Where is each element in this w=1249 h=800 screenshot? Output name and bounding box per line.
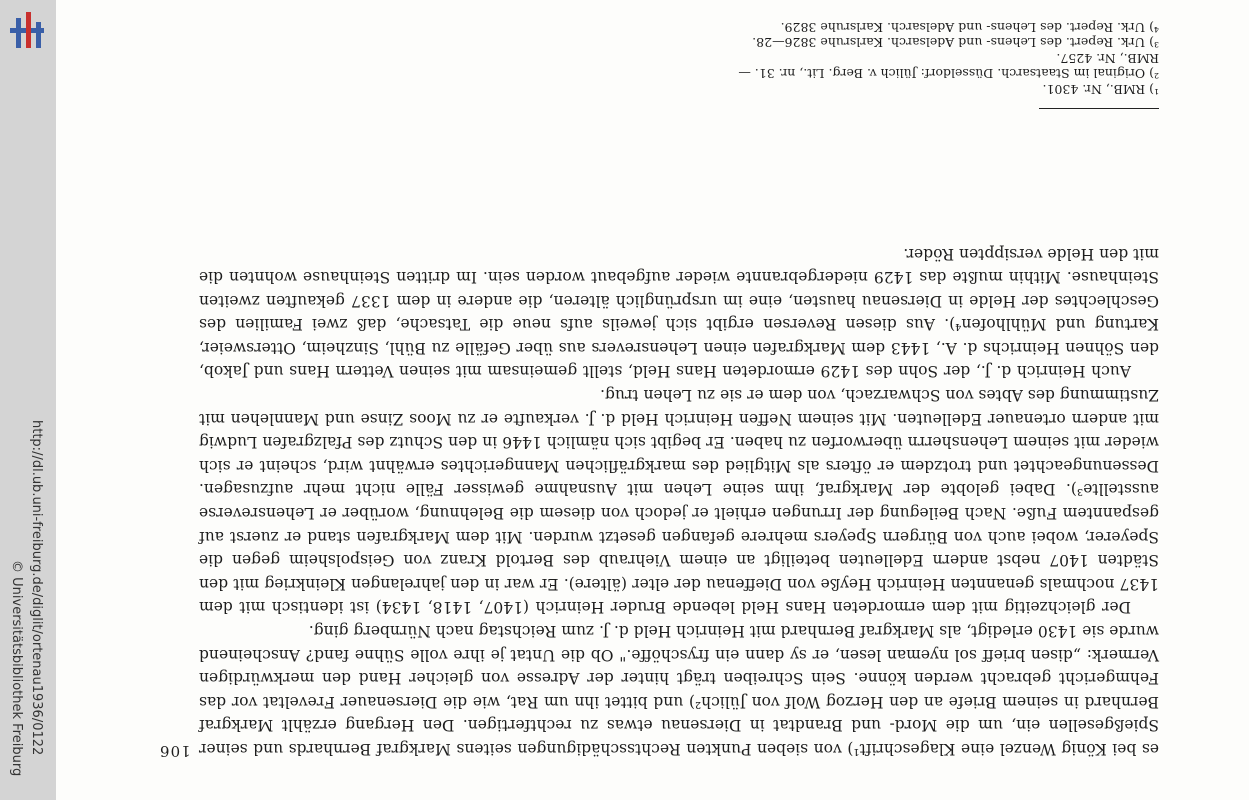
copyright-notice: © Universitätsbibliothek Freiburg bbox=[9, 560, 24, 777]
footnote: ⁴) Urk. Repert. des Lehens- und Adelsarch. Karlsruhe 3829. bbox=[780, 20, 1159, 35]
footnotes bbox=[199, 20, 1159, 98]
page-rotated-180 bbox=[56, 0, 1249, 800]
paragraph: Der gleichzeitig mit dem ermordeten Hans Held lebende Bruder Heinrich (1407, 1418, 1434) ist identisch mit dem 1437 nochmals genannten Heinrich Heyße von Dieffenau der elter (ältere). Er war in den jahrelangen Kleinkrieg mit den Städten 1407 nebst andern Edelleuten beteiligt an einem Viehraub des Bertold Kranz von Geispolsheim gegen die Speyerer, wobei auch von Bürgern Speyers mehrere gefangen gesetzt wurden. Mit dem Markgrafen stand er zuerst auf gespanntem Fuße. Nach Beilegung der Irrungen erhielt er jedoch von diesem die Belehnung, worüber er Lehensreverse ausstellte³). Dabei gelobte der Markgraf, ihm seine Lehen mit Ausnahme gewisser Fälle nicht mehr aufzusagen. Dessenungeachtet und trotzdem er öfters als Mitglied des markgräflichen Manngerichtes erwähnt wird, scheint er sich wieder mit seinem Lehensherrn überworfen zu haben. Er begibt sich nämlich 1446 in den Schutz des Pfalzgrafen Ludwig mit andern ortenauer Edelleuten. Mit seinem Neffen Heinrich Held d. J. verkaufte er zu Moos Zinse und Mannlehen mit Zustimmung des Abtes von Schwarzach, von dem er sie zu Lehen trug. bbox=[199, 386, 1159, 617]
paragraph: Auch Heinrich d. J., der Sohn des 1429 ermordeten Hans Held, stellt gemeinsam mit seinen Vettern Hans und Jakob, den Söhnen Heinrichs d. A., 1443 dem Markgrafen einen Lehensrevers aus über Gefälle zu Bühl, Sinzheim, Ottersweier, Kartung und Mühlhofen⁴). Aus diesen Reversen ergibt sich jeweils aufs neue die Tatsache, daß zwei Familien des Geschlechtes der Helde in Diersenau hausten, eine im ursprünglich älteren, die andere in dem 1337 gekauften zweiten Steinhause. Mithin mußte das 1429 niedergebrannte wieder aufgebaut worden sein. Im dritten Steinhause wohnten die mit den Helde versippten Röder. bbox=[199, 244, 1159, 381]
footnote: ¹) RMB., Nr. 4301. bbox=[1042, 82, 1159, 97]
source-url[interactable]: http://dl.ub.uni-freiburg.de/diglit/ortenau1936/0122 bbox=[29, 420, 44, 756]
page-number: 106 bbox=[159, 742, 191, 760]
footnote: ²) Original im Staatsarch. Düsseldorf: Jülich v. Berg. Lit., nr. 31. — bbox=[738, 66, 1159, 82]
scanned-page bbox=[56, 0, 1249, 800]
footnote-divider bbox=[1039, 108, 1159, 109]
footnote: RMB., Nr. 4257. bbox=[1056, 51, 1159, 66]
viewer-sidebar bbox=[0, 0, 56, 800]
paragraph: es bei König Wenzel eine Klageschrift¹) von sieben Punkten Rechtsschädigungen seitens Markgraf Bernhards und seiner Spießgesellen ein, um die Mord- und Brandtat in Diersenau etwas zu rechtfertigen. Den Hergang erzählt Markgraf Bernhard in seinem Briefe an den Herzog Wolf von Jülich²) und bittet ihn um Rat, wie die Diersenauer Freveltat vor das Fehmgericht gebracht werden könne. Sein Schreiben trägt hinter der Adresse von gleicher Hand den merkwürdigen Vermerk: „disen brieff sol nyeman lesen, er sy dann ein fryschöffe." Ob die Untat je ihre volle Sühne fand? Anscheinend wurde sie 1430 erledigt, als Markgraf Bernhard mit Heinrich Held d. J. zum Reichstag nach Nürnberg ging. bbox=[199, 622, 1159, 758]
body-text bbox=[199, 241, 1159, 760]
footnote: ³) Urk. Repert. des Lehens- und Adelsarch. Karlsruhe 3826—28. bbox=[752, 35, 1159, 51]
viewer-credits bbox=[0, 0, 56, 800]
page-content bbox=[159, 20, 1159, 760]
